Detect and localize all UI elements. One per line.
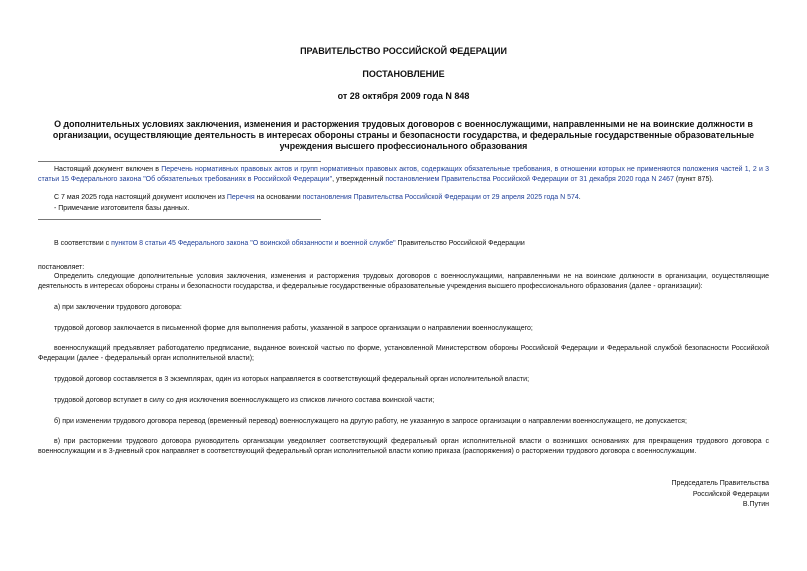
paragraph-text: трудовой договор вступает в силу со дня исключения военнослужащего из списков личного состава воинской части;: [54, 397, 435, 404]
conditions-paragraph: [38, 272, 769, 293]
note-text: Настоящий документ включен в: [54, 166, 162, 173]
resolution-2467-link[interactable]: постановлением Правительства Российской Федерации от 31 декабря 2020 года N 2467: [385, 176, 674, 184]
note-text: С 7 мая 2025 года настоящий документ исключен из: [54, 194, 227, 201]
signature-name: В.Путин: [742, 501, 769, 508]
item-a-clause-3: [38, 375, 769, 385]
note-inclusion-paragraph: [38, 165, 769, 186]
signature-position-2: Российской Федерации: [692, 491, 769, 498]
document-date-number: от 28 октября 2009 года N 848: [337, 91, 470, 101]
paragraph-text: военнослужащий предъявляет работодателю предписание, выданное воинской частью по форме, установленной Министерством обороны Российской Федерации и Федеральной службой безопасности Российской Федерации (далее - федеральный орган исполнительной власти);: [38, 345, 769, 363]
signature-position-1: Председатель Правительства: [671, 480, 769, 487]
intro-paragraph: [38, 239, 769, 249]
list-link[interactable]: Перечня: [226, 194, 255, 201]
item-a-heading: [38, 303, 769, 313]
manufacturer-note: [38, 204, 769, 214]
intro-text: В соответствии с: [54, 240, 112, 247]
decree-word: постановляет:: [38, 264, 85, 271]
note-exclusion-paragraph: [38, 193, 769, 203]
item-a-clause-4: [38, 396, 769, 406]
intro-text: Правительство Российской Федерации: [395, 240, 525, 247]
note-text: .: [578, 194, 581, 201]
note-text: , утвержденный: [332, 176, 386, 184]
item-b-paragraph: [38, 417, 769, 427]
item-a-clause-1: [38, 324, 769, 334]
resolution-574-link[interactable]: постановления Правительства Российской Федерации от 29 апреля 2025 года N 574: [302, 194, 579, 201]
paragraph-text: в) при расторжении трудового договора руководитель организации уведомляет соответствующий федеральный орган исполнительной власти о возникших основаниях для прекращения трудового договора с военнослужащим и в 3-дневный срок направляет в соответствующий федеральный орган исполнительной власти копию приказа (распоряжения) о расторжении трудового договора с военнослужащим.: [38, 438, 769, 456]
paragraph-text: а) при заключении трудового договора:: [54, 304, 182, 311]
note-top-divider: [38, 161, 321, 162]
government-heading: ПРАВИТЕЛЬСТВО РОССИЙСКОЙ ФЕДЕРАЦИИ: [300, 46, 507, 56]
document-type-heading: ПОСТАНОВЛЕНИЕ: [362, 69, 445, 79]
note-text: (пункт 875).: [673, 176, 714, 184]
military-service-law-link[interactable]: пунктом 8 статьи 45 Федерального закона "О воинской обязанности и военной службе": [111, 240, 396, 247]
note-text: на основании: [254, 194, 303, 201]
note-bottom-divider: [38, 219, 321, 220]
item-a-clause-2: [38, 344, 769, 365]
exemption-list-link[interactable]: Перечень нормативных правовых актов и групп нормативных правовых актов, содержащих обязательные требования, в отношении которых не применяются положения частей 1, 2 и 3 статьи 15 Федерального закона "Об обязательных требованиях в Российской Федерации": [38, 166, 769, 184]
paragraph-text: трудовой договор составляется в 3 экземплярах, один из которых направляется в соответствующий федеральный орган исполнительной власти;: [54, 376, 530, 383]
paragraph-text: б) при изменении трудового договора перевод (временный перевод) военнослужащего на другую работу, не указанную в запросе организации о направлении военнослужащего, не допускается;: [54, 418, 687, 425]
paragraph-text: Определить следующие дополнительные условия заключения, изменения и расторжения трудовых договоров с военнослужащими, направленными не на воинские должности в организации, осуществляющие деятельность в интересах обороны страны и безопасности государства, и федеральные государственные образовательные учреждения высшего профессионального образования (далее - организации):: [38, 273, 769, 291]
note-text: - Примечание изготовителя базы данных.: [54, 205, 190, 212]
document-title: О дополнительных условиях заключения, изменения и расторжения трудовых договоров с военнослужащими, направленными не на воинские должности в организации, осуществляющие деятельность в интересах обороны страны и безопасности государства, и федеральные государственные образовательные учреждения высшего профессионального образования: [52, 119, 755, 151]
paragraph-text: трудовой договор заключается в письменной форме для выполнения работы, указанной в запросе организации о направлении военнослужащего;: [54, 325, 533, 332]
item-c-paragraph: [38, 437, 769, 458]
